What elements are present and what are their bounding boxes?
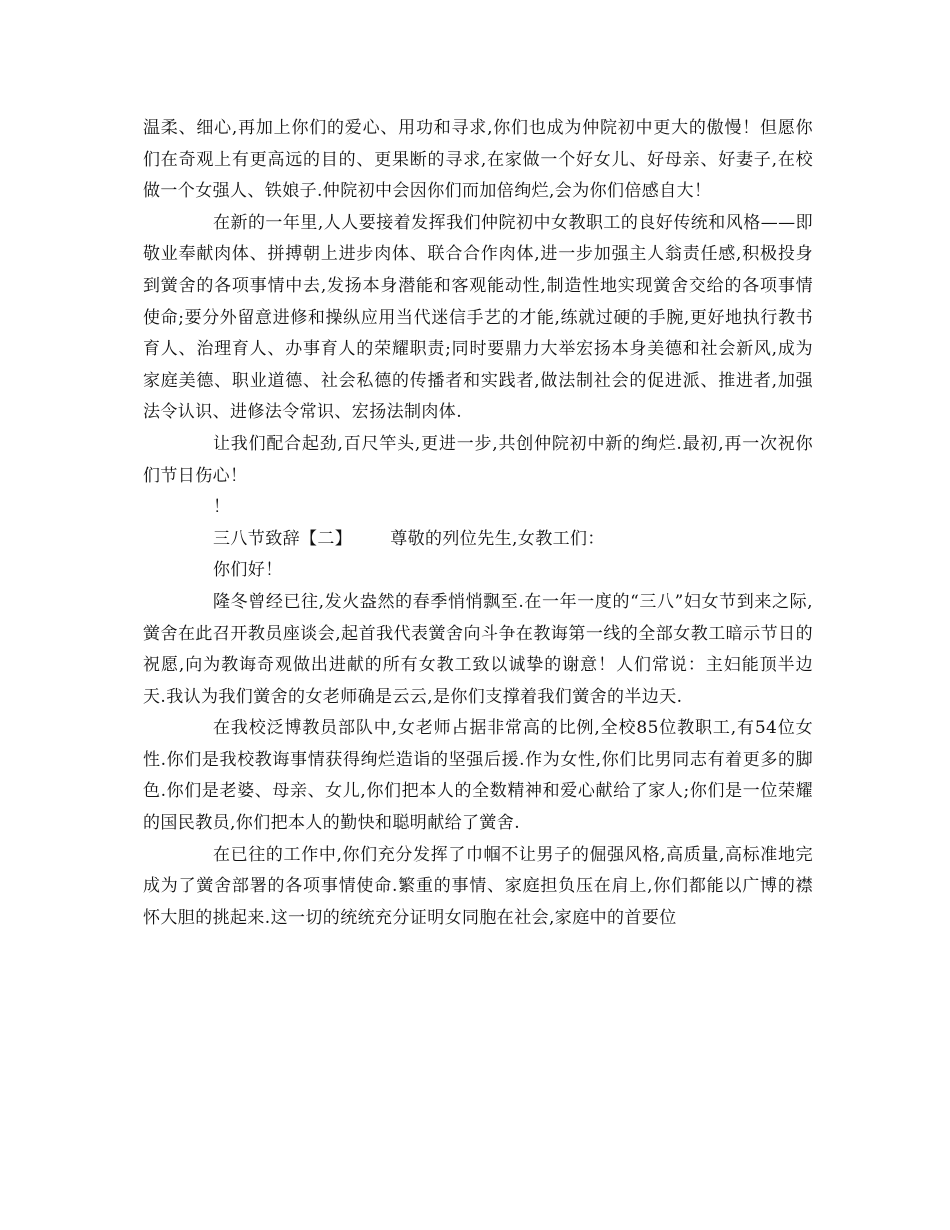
paragraph: 你们好！ xyxy=(213,560,283,581)
salutation: 尊敬的列位先生,女教工们： xyxy=(390,528,605,549)
paragraph: 在已往的工作中,你们充分发挥了巾帼不让男子的倔强风格,高质量,高标准地完成为了黉舍部署的各项事情使命.繁重的事情、家庭担负压在肩上,你们都能以广博的襟怀大胆的挑起来.这一切的统统充分证明女同胞在社会,家庭中的首要位 xyxy=(143,844,813,928)
section-title: 三八节致辞【二】 xyxy=(213,528,353,549)
paragraph: 温柔、细心,再加上你们的爱心、用功和寻求,你们也成为仲院初中更大的傲慢！但愿你们在奇观上有更高远的目的、更果断的寻求,在家做一个好女儿、好母亲、好妻子,在校做一个女强人、铁娘子.仲院初中会因你们而加倍绚烂,会为你们倍感自大！ xyxy=(143,118,813,202)
section-heading-line xyxy=(143,524,813,556)
paragraph: 在新的一年里,人人要接着发挥我们仲院初中女教职工的良好传统和风格——即敬业奉献肉体、拼搏朝上进步肉体、联合合作肉体,进一步加强主人翁责任感,积极投身到黉舍的各项事情中去,发扬本身潜能和客观能动性,制造性地实现黉舍交给的各项事情使命;要分外留意进修和操纵应用当代迷信手艺的才能,练就过硬的手腕,更好地执行教书育人、治理育人、办事育人的荣耀职责;同时要鼎力大举宏扬本身美德和社会新风,成为家庭美德、职业道德、社会私德的传播者和实践者,做法制社会的促进派、推进者,加强法令认识、进修法令常识、宏扬法制肉体. xyxy=(143,212,813,423)
paragraph: 在我校泛博教员部队中,女老师占据非常高的比例,全校85位教职工,有54位女性.你们是我校教诲事情获得绚烂造诣的坚强后援.作为女性,你们比男同志有着更多的脚色.你们是老婆、母亲、女儿,你们把本人的全数精神和爱心献给了家人;你们是一位荣耀的国民教员,你们把本人的勤快和聪明献给了黉舍. xyxy=(143,718,813,834)
paragraph: 让我们配合起劲,百尺竿头,更进一步,共创仲院初中新的绚烂.最初,再一次祝你们节日伤心！ xyxy=(143,433,813,486)
paragraph: 隆冬曾经已往,发火盎然的春季悄悄飘至.在一年一度的“三八”妇女节到来之际,黉舍在此召开教员座谈会,起首我代表黉舍向斗争在教诲第一线的全部女教工暗示节日的祝愿,向为教诲奇观做出进献的所有女教工致以诚挚的谢意！人们常说：主妇能顶半边天.我认为我们黉舍的女老师确是云云,是你们支撑着我们黉舍的半边天. xyxy=(143,591,813,707)
paragraph: ！ xyxy=(213,497,231,518)
document-body xyxy=(143,113,813,934)
